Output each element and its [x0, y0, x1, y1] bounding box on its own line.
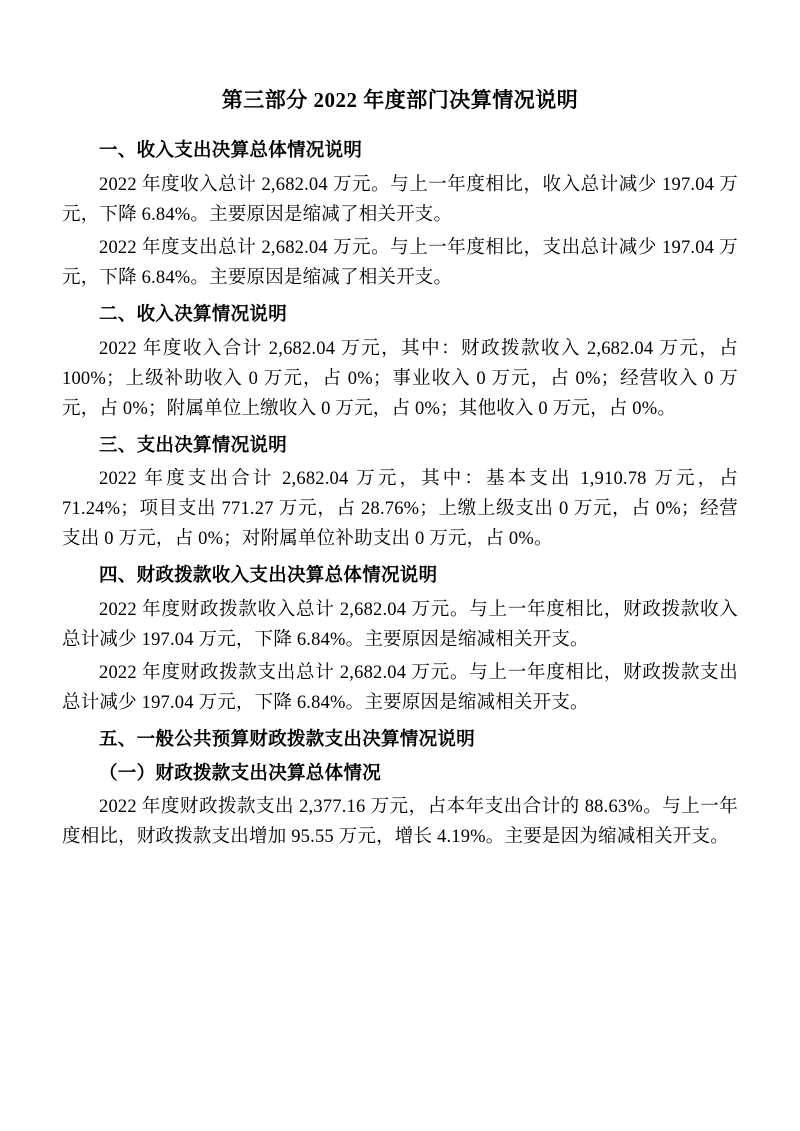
section-1-paragraph-1: 2022 年度收入总计 2,682.04 万元。与上一年度相比，收入总计减少 197.04 万元，下降 6.84%。主要原因是缩减了相关开支。 — [62, 175, 738, 226]
section-4-paragraph-1: 2022 年度财政拨款收入总计 2,682.04 万元。与上一年度相比，财政拨款收入总计减少 197.04 万元，下降 6.84%。主要原因是缩减相关开支。 — [62, 599, 738, 650]
section-5-paragraph-1: 2022 年度财政拨款支出 2,377.16 万元，占本年支出合计的 88.63%。与上一年度相比，财政拨款支出增加 95.55 万元，增长 4.19%。主要是因为缩减相关开支。 — [62, 796, 738, 847]
section-5-subheading-1: （一）财政拨款支出决算总体情况 — [99, 764, 382, 785]
section-heading-2: 二、收入决算情况说明 — [99, 304, 288, 325]
section-4-paragraph-2: 2022 年度财政拨款支出总计 2,682.04 万元。与上一年度相比，财政拨款支出总计减少 197.04 万元，下降 6.84%。主要原因是缩减相关开支。 — [62, 662, 738, 713]
section-heading-1: 一、收入支出决算总体情况说明 — [99, 141, 363, 162]
section-heading-4: 四、财政拨款收入支出决算总体情况说明 — [99, 566, 438, 587]
section-1-paragraph-2: 2022 年度支出总计 2,682.04 万元。与上一年度相比，支出总计减少 197.04 万元，下降 6.84%。主要原因是缩减了相关开支。 — [62, 238, 738, 288]
page-title: 第三部分 2022 年度部门决算情况说明 — [221, 88, 579, 112]
section-heading-3: 三、支出决算情况说明 — [99, 435, 288, 456]
section-heading-5: 五、一般公共预算财政拨款支出决算情况说明 — [99, 729, 476, 750]
section-3-paragraph-1: 2022 年度支出合计 2,682.04 万元，其中：基本支出 1,910.78 万元，占 71.24%；项目支出 771.27 万元，占 28.76%；上缴上级支出 0 万元，占 0%；经营支出 0 万元，占 0%；对附属单位补助支出 0 万元，占 0%。 — [62, 469, 738, 550]
section-2-paragraph-1: 2022 年度收入合计 2,682.04 万元，其中：财政拨款收入 2,682.04 万元，占 100%；上级补助收入 0 万元，占 0%；事业收入 0 万元，占 0%；经营收入 0 万元，占 0%；附属单位上缴收入 0 万元，占 0%；其他收入 0 万元，占 0%。 — [62, 338, 738, 419]
